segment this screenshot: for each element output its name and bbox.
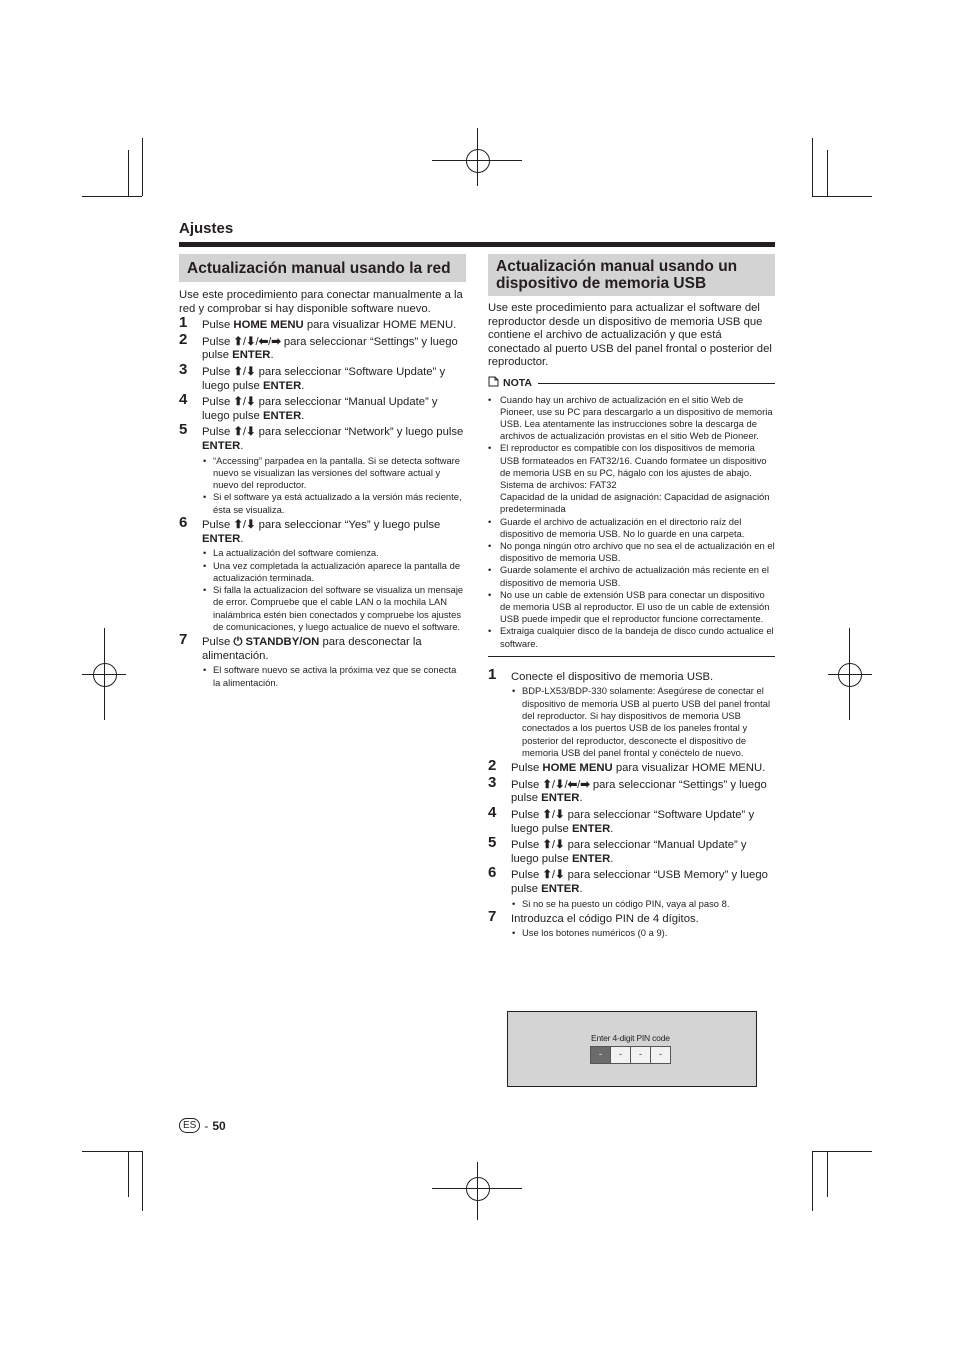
nota-item: • Cuando hay un archivo de actualización en el sitio Web de Pioneer, use su PC para descargarlo a un dispositivo de memoria USB. Lea atentamente las instrucciones sobre la descarga de archivos de actualización provistas en el sitio Web de Pioneer. [488,394,775,443]
note-icon [488,376,499,392]
right-column [488,302,775,940]
page-footer [179,1118,226,1133]
left-column [179,289,466,689]
step-text: Pulse ⬆/⬇ para seleccionar “Manual Update” y luego pulse ENTER. [511,839,747,865]
bullet-item: • Si el software ya está actualizado a la versión más reciente, ésta se visualiza. [202,491,466,516]
step-text: Pulse ⬆/⬇/⬅/➡ para seleccionar “Settings” y luego pulse ENTER. [202,335,458,362]
step-text: Pulse ⬆/⬇ para seleccionar “Software Update” y luego pulse ENTER. [202,365,446,392]
language-badge: ES [179,1118,200,1133]
left-step-4 [179,391,466,423]
step-text: Pulse ⬆/⬇ para seleccionar “Yes” y luego pulse ENTER. [202,519,441,545]
left-heading: Actualización manual usando la red [179,254,466,282]
pin-digit-cell[interactable]: - [650,1046,671,1064]
nota-list [488,394,775,650]
right-step-1 [488,665,775,759]
left-steps [179,314,466,689]
step-bullets [511,685,775,759]
pin-cells [590,1046,670,1064]
step-number: 2 [488,757,497,775]
section-label: Ajustes [179,220,234,237]
right-step-6 [488,864,775,909]
step-text: Pulse ⏻ STANDBY/ON para desconectar la alimentación. [202,636,422,662]
section-rule [179,242,775,247]
bullet-item: • Use los botones numéricos (0 a 9). [511,927,775,939]
step-bullets [202,664,466,689]
nota-item: • Guarde solamente el archivo de actualización más reciente en el dispositivo de memoria USB. [488,564,775,588]
step-text: Pulse ⬆/⬇ para seleccionar “Software Update” y luego pulse ENTER. [511,808,755,835]
right-step-4 [488,803,775,836]
step-bullets [202,547,466,633]
step-number: 1 [488,665,497,683]
pin-digit-cell[interactable]: - [630,1046,651,1064]
left-step-5 [179,421,466,516]
step-number: 7 [179,631,188,649]
left-intro: Use este procedimiento para conectar manualmente a la red y comprobar si hay disponible software nuevo. [179,289,463,315]
nota-box [488,376,775,657]
step-number: 5 [179,421,188,439]
step-text: Pulse ⬆/⬇ para seleccionar “Network” y luego pulse ENTER. [202,426,464,452]
step-text: Pulse HOME MENU para visualizar HOME MENU. [511,762,766,775]
step-text: Introduzca el código PIN de 4 dígitos. [511,912,699,925]
step-number: 5 [488,834,497,852]
step-number: 3 [488,773,497,791]
step-text: Pulse ⬆/⬇ para seleccionar “USB Memory” y luego pulse ENTER. [511,869,768,895]
bullet-item: • Una vez completada la actualización aparece la pantalla de actualización terminada. [202,560,466,585]
nota-item: • El reproductor es compatible con los dispositivos de memoria USB formateados en FAT32/16. Cuando formatee un dispositivo de memoria USB en su PC, hágalo con los ajustes de abajo. Sistema de archivos: FAT32 Capacidad de la unidad de asignación: Capacidad de asignación predeterminada [488,442,775,515]
nota-rule [538,383,775,384]
pin-prompt: Enter 4-digit PIN code [591,1033,670,1043]
nota-label: NOTA [503,376,532,389]
step-number: 2 [179,330,188,348]
right-step-5 [488,834,775,866]
nota-header [488,376,775,392]
page-separator: - [204,1118,209,1133]
left-step-7 [179,631,466,689]
right-heading: Actualización manual usando un dispositivo de memoria USB [488,254,775,296]
step-number: 1 [179,314,188,332]
bullet-item: • La actualización del software comienza. [202,547,466,559]
step-number: 3 [179,360,188,378]
bullet-item: • Si falla la actualizacion del software se visualiza un mensaje de error. Compruebe que el cable LAN o la mochila LAN inalámbrica estén bien conectados y compruebe los ajustes de comunicaciones, y luego actualice de nuevo el software. [202,584,466,633]
left-step-6 [179,514,466,633]
step-number: 6 [179,514,188,532]
right-step-2 [488,757,775,776]
step-number: 4 [179,391,188,409]
step-text: Pulse HOME MENU para visualizar HOME MENU. [202,319,457,332]
page-number: 50 [212,1118,226,1133]
pin-digit-cell[interactable]: - [590,1046,611,1064]
step-text: Conecte el dispositivo de memoria USB. [511,670,714,683]
right-steps [488,665,775,940]
nota-item: • No use un cable de extensión USB para conectar un dispositivo de memoria USB al reproductor. El uso de un cable de extensión USB puede impedir que el reproductor funcione correctamente. [488,589,775,626]
pin-digit-cell[interactable]: - [610,1046,631,1064]
bullet-item: • BDP-LX53/BDP-330 solamente: Asegúrese de conectar el dispositivo de memoria USB al puerto USB del panel frontal del reproductor. Si hay dispositivos de memoria USB conectados a los puertos USB de los paneles frontal y posterior del reproductor, desconecte el dispositivo de memoria USB del panel frontal y conéctelo de nuevo. [511,685,775,759]
left-step-3 [179,360,466,393]
right-step-7 [488,907,775,940]
step-text: Pulse ⬆/⬇/⬅/➡ para seleccionar “Settings” y luego pulse ENTER. [511,778,767,805]
bullet-item: • “Accessing” parpadea en la pantalla. Si se detecta software nuevo se visualizan las versiones del software actual y nuevo del reproductor. [202,455,466,492]
step-number: 4 [488,803,497,821]
nota-item: • Extraiga cualquier disco de la bandeja de disco cundo actualice el software. [488,625,775,649]
left-step-1 [179,314,466,333]
pin-entry-screen [507,1011,757,1087]
bullet-item: • Si no se ha puesto un código PIN, vaya al paso 8. [511,898,775,910]
step-bullets [202,455,466,516]
nota-item: • No ponga ningún otro archivo que no sea el de actualización en el dispositivo de memoria USB. [488,540,775,564]
right-step-3 [488,773,775,806]
right-intro: Use este procedimiento para actualizar el software del reproductor desde un dispositivo de memoria USB que contiene el archivo de actualización y que está conectado al puerto USB del panel frontal o posterior del reproductor. [488,302,772,369]
left-step-2 [179,330,466,363]
nota-item: • Guarde el archivo de actualización en el directorio raíz del dispositivo de memoria USB. No lo guarde en una carpeta. [488,516,775,540]
step-number: 7 [488,907,497,925]
step-text: Pulse ⬆/⬇ para seleccionar “Manual Update” y luego pulse ENTER. [202,396,438,422]
step-bullets [511,927,775,939]
step-number: 6 [488,864,497,882]
bullet-item: • El software nuevo se activa la próxima vez que se conecta la alimentación. [202,664,466,689]
step-bullets [511,898,775,910]
